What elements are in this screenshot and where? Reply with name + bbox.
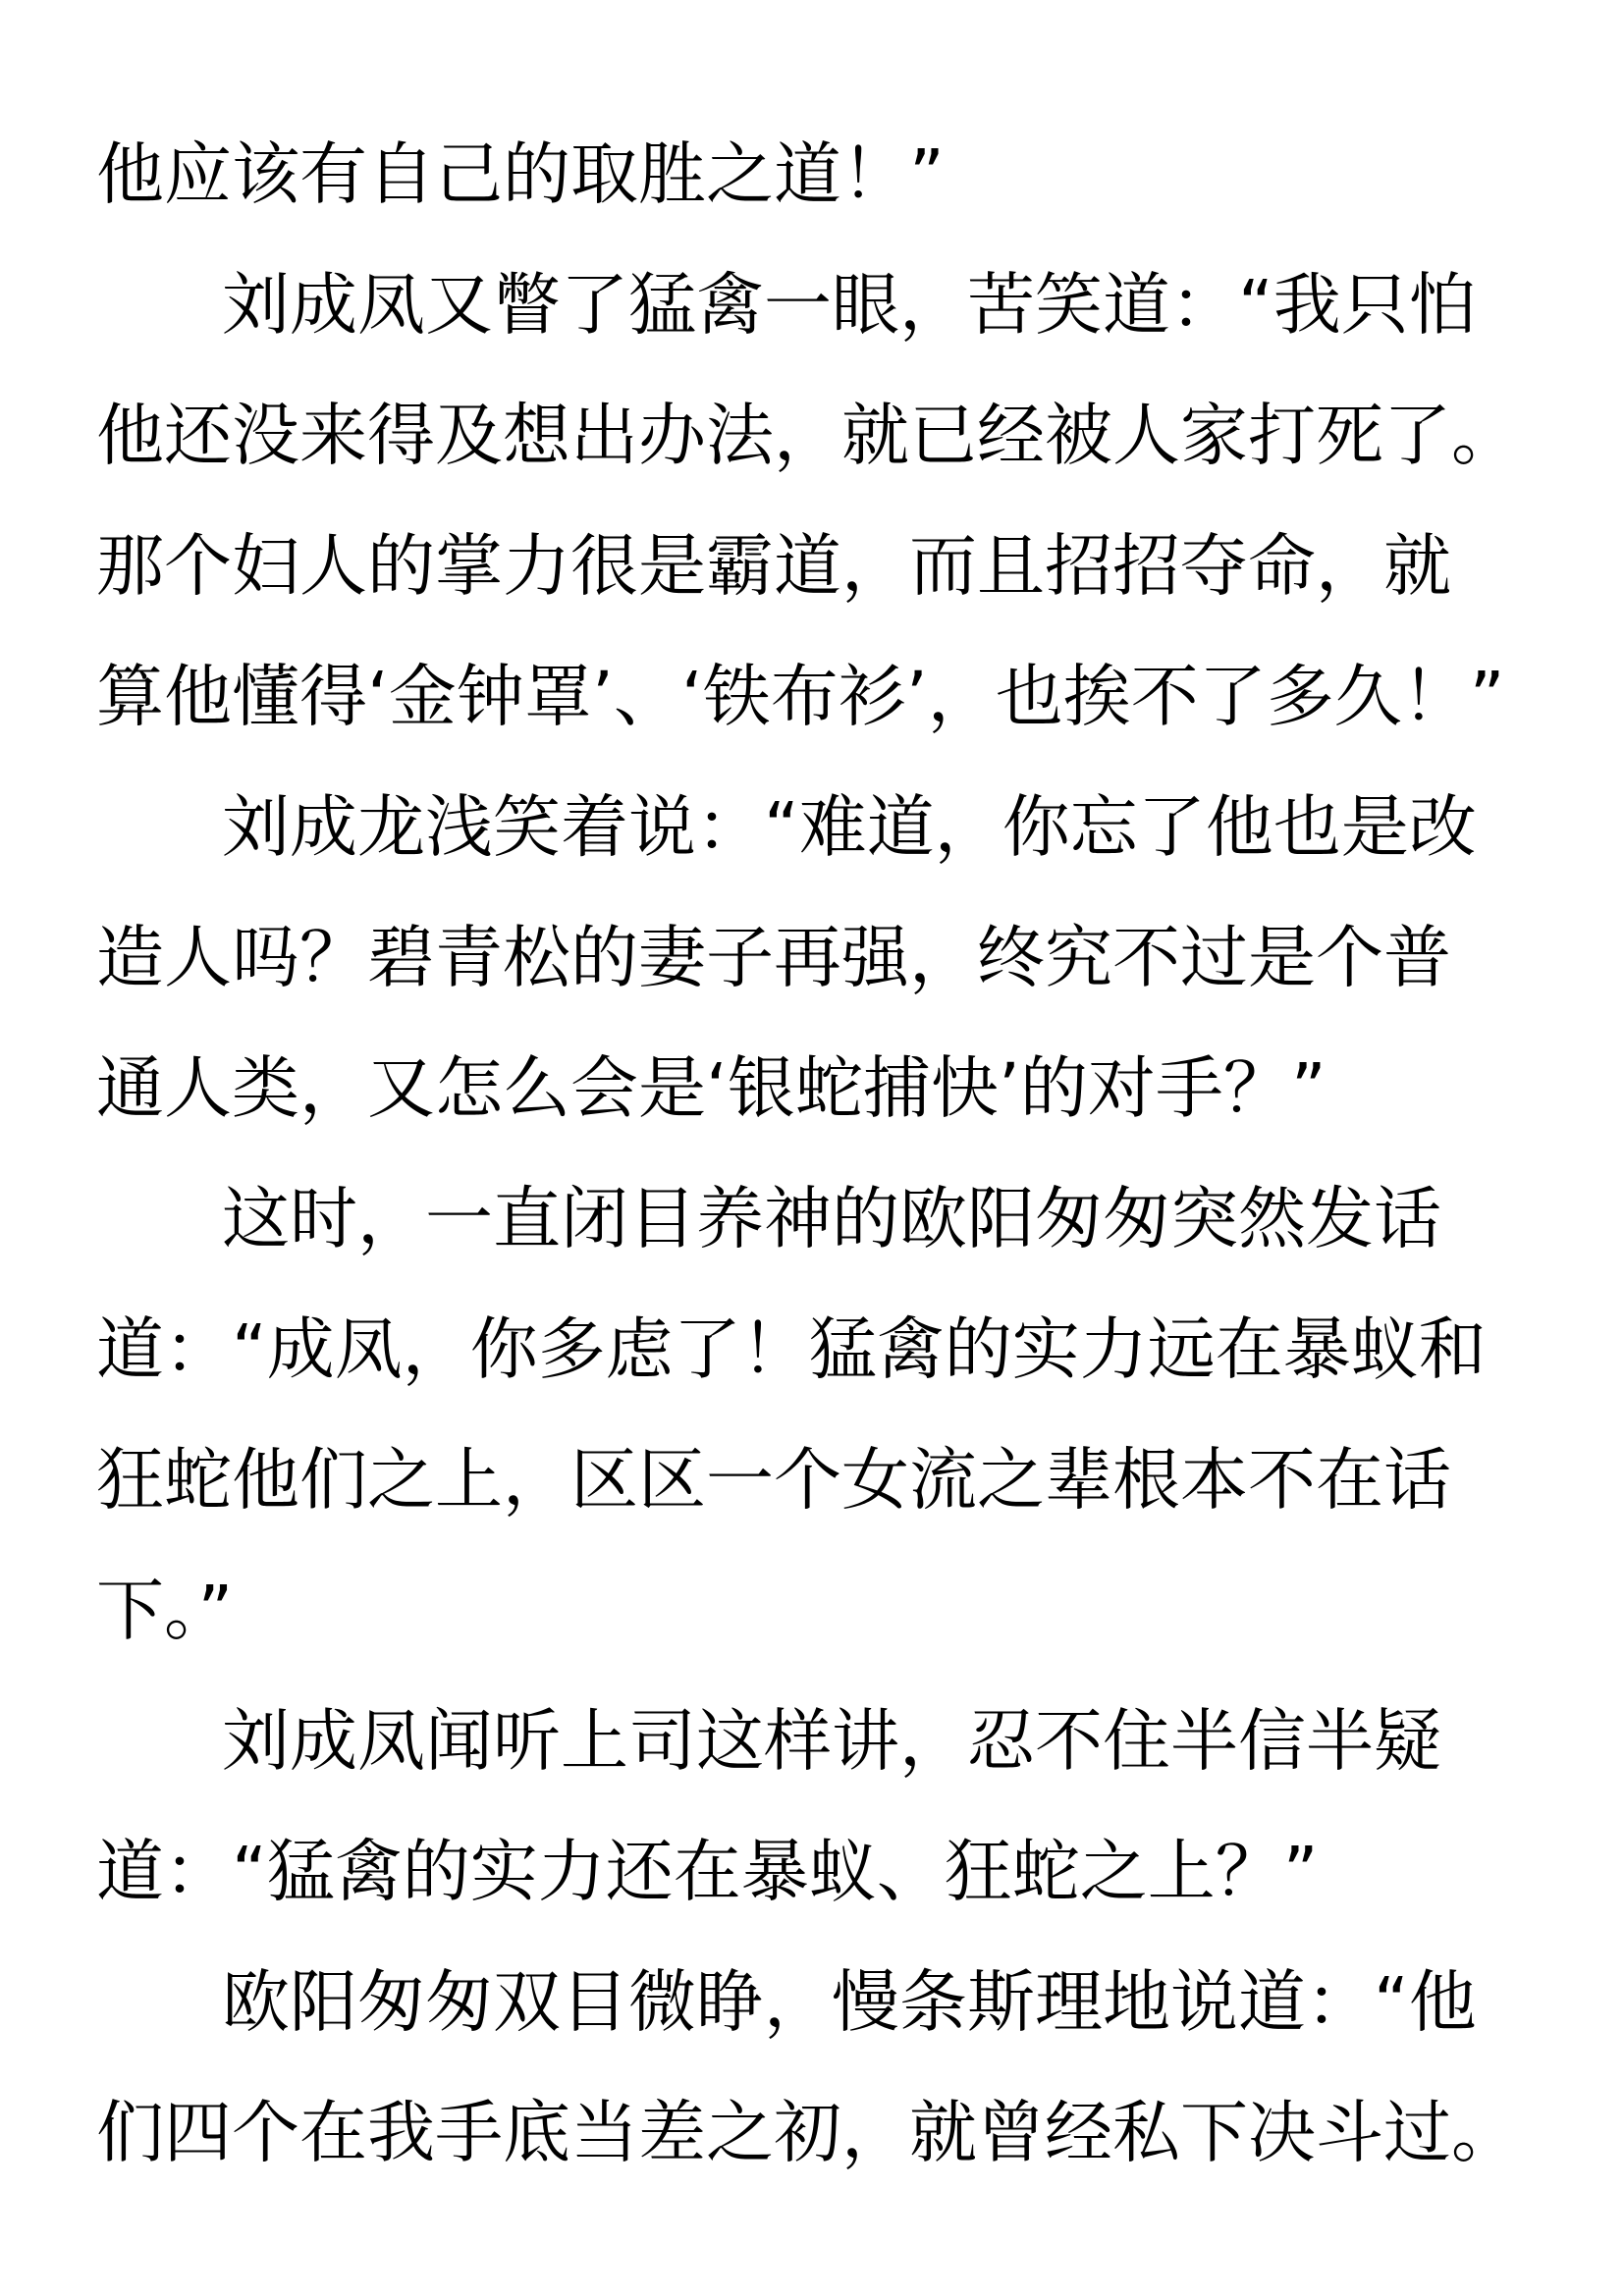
- text-line: 他应该有自己的取胜之道！”: [96, 135, 945, 214]
- text-line: 道：“猛禽的实力还在暴蚁、狂蛇之上？”: [96, 1833, 1319, 1911]
- text-line: 们四个在我手底当差之初，就曾经私下决斗过。: [96, 2094, 1519, 2172]
- text-line: 通人类，又怎么会是‘银蛇捕快’的对手？”: [96, 1049, 1326, 1128]
- text-line: 造人吗？碧青松的妻子再强，终究不过是个普: [96, 919, 1451, 997]
- text-line: 下。”: [96, 1572, 234, 1650]
- text-line: 道：“成凤，你多虑了！猛禽的实力远在暴蚁和: [96, 1310, 1487, 1389]
- body-text: [96, 110, 1540, 2199]
- text-line: 这时，一直闭目养神的欧阳匆匆突然发话: [222, 1180, 1441, 1258]
- text-line: 算他懂得‘金钟罩’、‘铁布衫’，也挨不了多久！”: [96, 658, 1505, 736]
- text-line: 欧阳匆匆双目微睁，慢条斯理地说道：“他: [222, 1963, 1477, 2042]
- text-line: 他还没来得及想出办法，就已经被人家打死了。: [96, 397, 1519, 475]
- text-line: 那个妇人的掌力很是霸道，而且招招夺命，就: [96, 527, 1451, 606]
- text-line: 狂蛇他们之上，区区一个女流之辈根本不在话: [96, 1441, 1451, 1520]
- text-line: 刘成龙浅笑着说：“难道，你忘了他也是改: [222, 788, 1477, 867]
- text-line: 刘成凤又瞥了猛禽一眼，苦笑道：“我只怕: [222, 266, 1477, 345]
- text-line: 刘成凤闻听上司这样讲，忍不住半信半疑: [222, 1702, 1441, 1781]
